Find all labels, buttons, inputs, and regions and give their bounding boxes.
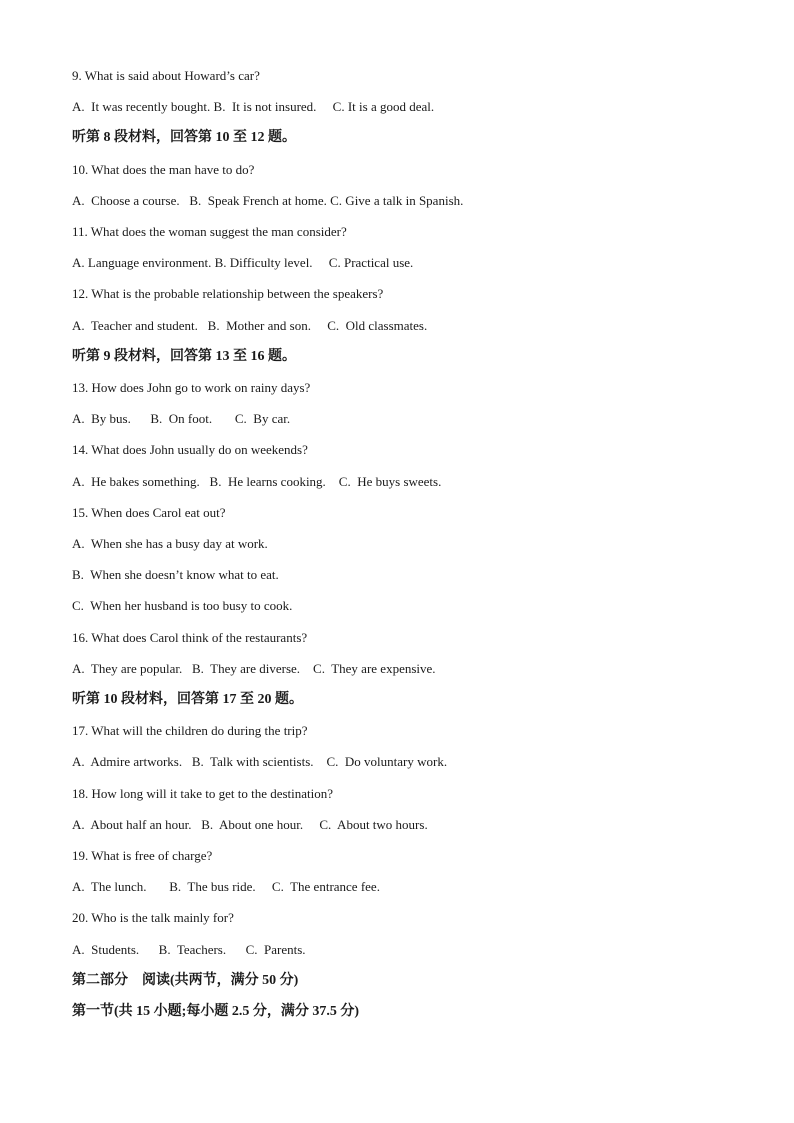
question-line: 16. What does Carol think of the restaurants? <box>72 629 308 645</box>
section-heading: 第二部分 阅读(共两节，满分 50 分) <box>72 972 299 988</box>
answer-options-line: A. He bakes something. B. He learns cooking. C. He buys sweets. <box>72 473 442 489</box>
answer-options-line: A. Language environment. B. Difficulty level. C. Practical use. <box>72 255 414 271</box>
answer-options-line: A. Choose a course. B. Speak French at home. C. Give a talk in Spanish. <box>72 192 464 208</box>
question-line: 17. What will the children do during the trip? <box>72 723 308 739</box>
question-line: 19. What is free of charge? <box>72 848 213 863</box>
section-heading: 听第 9 段材料，回答第 13 至 16 题。 <box>72 348 296 364</box>
answer-options-line: A. Students. B. Teachers. C. Parents. <box>72 941 306 957</box>
question-line: 11. What does the woman suggest the man consider? <box>72 224 347 239</box>
question-line: 12. What is the probable relationship between the speakers? <box>72 286 384 302</box>
answer-options-line: C. When her husband is too busy to cook. <box>72 598 293 614</box>
answer-options-line: A. Teacher and student. B. Mother and son. C. Old classmates. <box>72 317 428 333</box>
section-heading: 第一节(共 15 小题;每小题 2.5 分，满分 37.5 分) <box>72 1004 359 1019</box>
answer-options-line: B. When she doesn’t know what to eat. <box>72 567 279 583</box>
answer-options-line: A. The lunch. B. The bus ride. C. The entrance fee. <box>72 879 380 895</box>
answer-options-line: A. Admire artworks. B. Talk with scientists. C. Do voluntary work. <box>72 754 448 770</box>
answer-options-line: A. When she has a busy day at work. <box>72 536 268 551</box>
question-line: 9. What is said about Howard’s car? <box>72 68 260 83</box>
question-line: 18. How long will it take to get to the destination? <box>72 785 334 801</box>
question-line: 13. How does John go to work on rainy days? <box>72 380 311 395</box>
question-line: 10. What does the man have to do? <box>72 161 255 177</box>
question-line: 15. When does Carol eat out? <box>72 504 226 520</box>
answer-options-line: A. About half an hour. B. About one hour. C. About two hours. <box>72 816 428 832</box>
question-line: 14. What does John usually do on weekends? <box>72 442 308 458</box>
section-heading: 听第 8 段材料，回答第 10 至 12 题。 <box>72 130 296 146</box>
answer-options-line: A. They are popular. B. They are diverse. C. They are expensive. <box>72 660 436 676</box>
answer-options-line: A. By bus. B. On foot. C. By car. <box>72 411 291 427</box>
section-heading: 听第 10 段材料，回答第 17 至 20 题。 <box>72 692 303 707</box>
answer-options-line: A. It was recently bought. B. It is not insured. C. It is a good deal. <box>72 99 435 115</box>
question-line: 20. Who is the talk mainly for? <box>72 910 234 926</box>
